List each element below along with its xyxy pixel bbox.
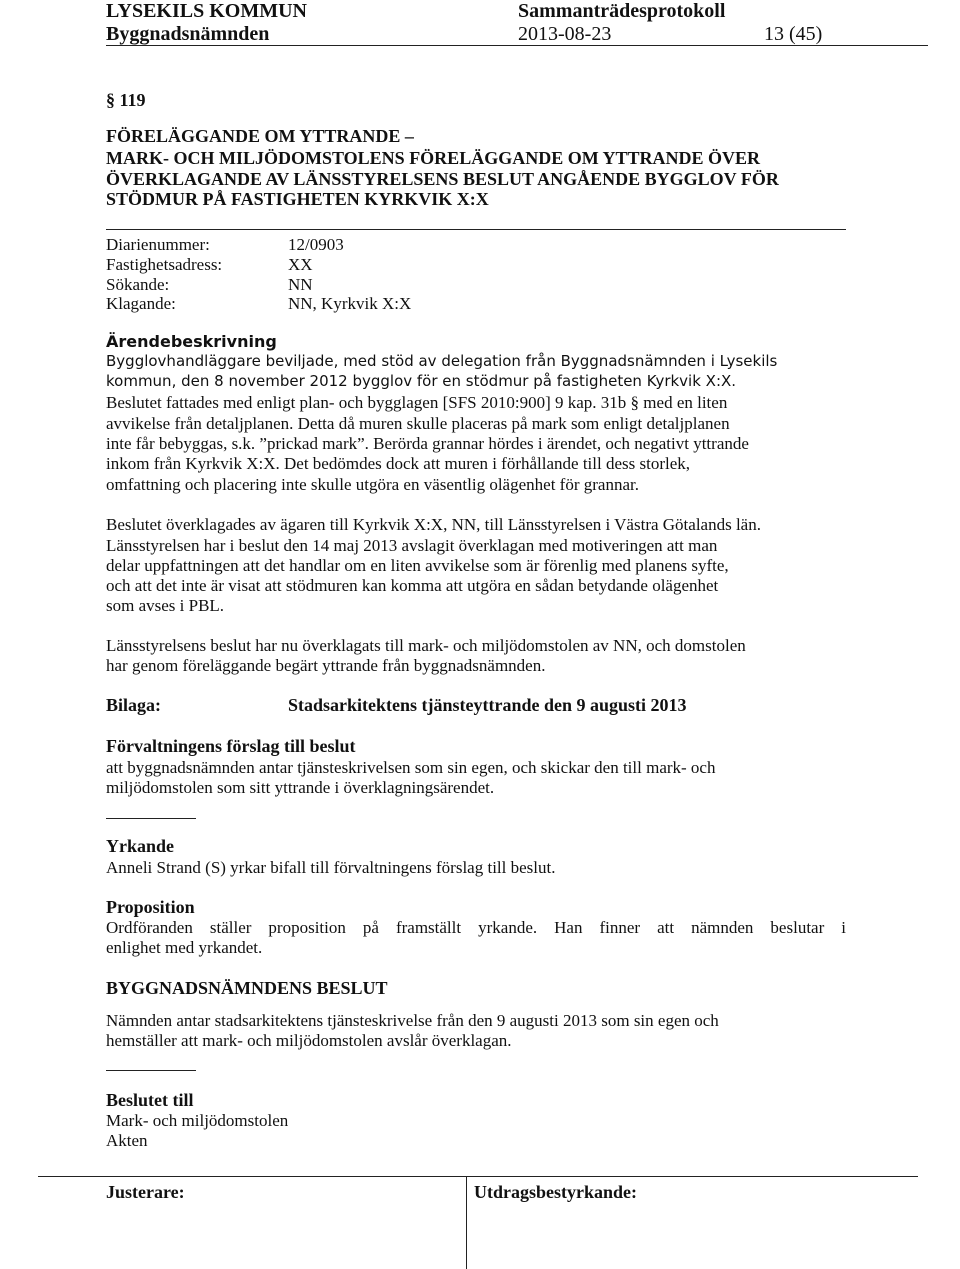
title-line: ÖVERKLAGANDE AV LÄNSSTYRELSENS BESLUT ANGÅENDE BYGGLOV FÖR — [106, 169, 779, 189]
appeal-line: Länsstyrelsen har i beslut den 14 maj 2013 avslagit överklagan med motiveringen att man — [106, 536, 718, 555]
proposal-line: att byggnadsnämnden antar tjänsteskrivelsen som sin egen, och skickar den till mark- och — [106, 758, 716, 777]
meta-value: NN, Kyrkvik X:X — [288, 294, 412, 313]
claim-heading: Yrkande — [106, 836, 175, 856]
footer-column-divider — [466, 1176, 467, 1269]
recipient: Akten — [106, 1131, 148, 1150]
court-line: Länsstyrelsens beslut har nu överklagats till mark- och miljödomstolen av NN, och domstolen — [106, 636, 746, 655]
footer-divider — [38, 1176, 918, 1177]
description-line: kommun, den 8 november 2012 bygglov för en stödmur på fastigheten Kyrkvik X:X. — [106, 372, 737, 390]
meta-label: Klagande: — [106, 294, 176, 313]
meta-label: Fastighetsadress: — [106, 255, 223, 274]
recipients-heading: Beslutet till — [106, 1090, 194, 1110]
decision-line: Nämnden antar stadsarkitektens tjänsteskrivelse från den 9 augusti 2013 som sin egen och — [106, 1011, 719, 1030]
title-line: STÖDMUR PÅ FASTIGHETEN KYRKVIK X:X — [106, 189, 489, 209]
title-line: MARK- OCH MILJÖDOMSTOLENS FÖRELÄGGANDE OM YTTRANDE ÖVER — [106, 148, 761, 168]
appeal-line: delar uppfattningen att det handlar om en liten avvikelse som är förenlig med planens syfte, — [106, 556, 729, 575]
proposition-line: enlighet med yrkandet. — [106, 938, 263, 957]
recipient: Mark- och miljödomstolen — [106, 1111, 289, 1130]
proposal-heading: Förvaltningens förslag till beslut — [106, 736, 356, 756]
meta-label: Sökande: — [106, 275, 170, 294]
attachment-title: Stadsarkitektens tjänsteyttrande den 9 augusti 2013 — [288, 695, 687, 715]
description-line: inte får bebyggas, s.k. ”prickad mark”. Berörda grannar hördes i ärendet, och negativt yttrande — [106, 434, 749, 453]
municipality-name: LYSEKILS KOMMUN — [106, 0, 307, 22]
board-name: Byggnadsnämnden — [106, 23, 270, 45]
meta-value: XX — [288, 255, 313, 274]
section-divider — [106, 1070, 196, 1071]
description-line: inkom från Kyrkvik X:X. Det bedömdes dock att muren i förhållande till dess storlek, — [106, 454, 691, 473]
description-line: Bygglovhandläggare beviljade, med stöd av delegation från Byggnadsnämnden i Lysekils — [106, 352, 778, 370]
appeal-line: Beslutet överklagades av ägaren till Kyrkvik X:X, NN, till Länsstyrelsen i Västra Götalands län. — [106, 515, 761, 534]
page-number: 13 (45) — [764, 23, 823, 45]
title-divider — [106, 229, 846, 230]
description-line: avvikelse från detaljplanen. Detta då muren skulle placeras på mark som enligt detaljplanen — [106, 414, 730, 433]
description-line: omfattning och placering inte skulle utgöra en väsentlig olägenhet för grannar. — [106, 475, 639, 494]
appeal-line: och att det inte är visat att stödmuren kan komma att utgöra en sådan betydande olägenhet — [106, 576, 719, 595]
proposal-line: miljödomstolen som sitt yttrande i överklagningsärendet. — [106, 778, 495, 797]
court-line: har genom föreläggande begärt yttrande från byggnadsnämnden. — [106, 656, 546, 675]
extract-certification-label: Utdragsbestyrkande: — [474, 1182, 638, 1202]
description-heading: Ärendebeskrivning — [106, 332, 277, 351]
decision-heading: BYGGNADSNÄMNDENS BESLUT — [106, 978, 388, 998]
appeal-line: som avses i PBL. — [106, 596, 225, 615]
verifier-label: Justerare: — [106, 1182, 185, 1202]
paragraph-number: § 119 — [106, 90, 146, 110]
protocol-title: Sammanträdesprotokoll — [518, 0, 726, 22]
proposition-line: Ordföranden ställer proposition på framställt yrkande. Han finner att nämnden beslutar i — [106, 918, 846, 937]
section-divider — [106, 818, 196, 819]
title-line: FÖRELÄGGANDE OM YTTRANDE – — [106, 126, 414, 146]
attachment-label: Bilaga: — [106, 695, 162, 715]
proposition-heading: Proposition — [106, 897, 195, 917]
description-line: Beslutet fattades med enligt plan- och bygglagen [SFS 2010:900] 9 kap. 31b § med en liten — [106, 393, 728, 412]
claim-text: Anneli Strand (S) yrkar bifall till förvaltningens förslag till beslut. — [106, 858, 556, 877]
meta-value: NN — [288, 275, 313, 294]
header-divider — [106, 45, 928, 46]
meeting-date: 2013-08-23 — [518, 23, 612, 45]
decision-line: hemställer att mark- och miljödomstolen avslår överklagan. — [106, 1031, 512, 1050]
meta-value: 12/0903 — [288, 235, 344, 254]
meta-label: Diarienummer: — [106, 235, 210, 254]
